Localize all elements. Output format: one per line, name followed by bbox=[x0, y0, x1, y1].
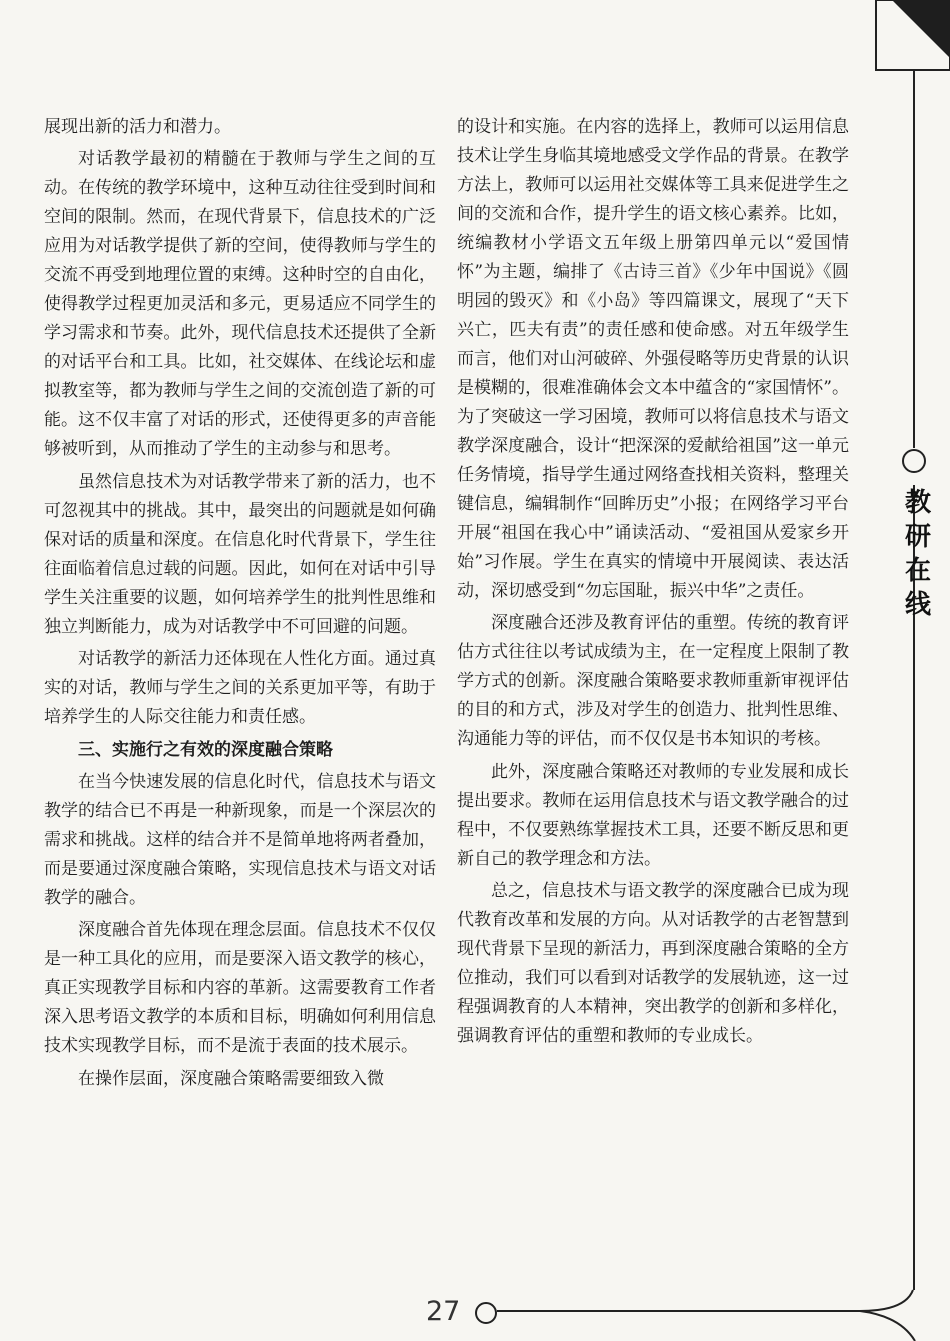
paragraph: 深度融合还涉及教育评估的重塑。传统的教育评估方式往往以考试成绩为主，在一定程度上限制了教学方式的创新。深度融合策略要求教师重新审视评估的目的和方式，涉及对学生的创造力、批判性思维、沟通能力等的评估，而不仅仅是书本知识的考核。 bbox=[457, 613, 849, 750]
paragraph: 在操作层面，深度融合策略需要细致入微 bbox=[78, 1068, 384, 1089]
paragraph: 深度融合首先体现在理念层面。信息技术不仅仅是一种工具化的应用，而是要深入语文教学的核心，真正实现教学目标和内容的革新。这需要教育工作者深入思考语文教学的本质和目标，明确如何利用信息技术实现教学目标，而不是流于表面的技术展示。 bbox=[44, 920, 436, 1057]
side-circle-ornament bbox=[902, 449, 926, 473]
paragraph: 总之，信息技术与语文教学的深度融合已成为现代教育改革和发展的方向。从对话教学的古老智慧到现代背景下呈现的新活力，再到深度融合策略的全方位推动，我们可以看到对话教学的发展轨迹，这一过程强调教育的人本精神，突出教学的创新和多样化，强调教育评估的重塑和教师的专业成长。 bbox=[457, 881, 849, 1047]
side-rule-top bbox=[913, 70, 915, 448]
section-heading: 三、实施行之有效的深度融合策略 bbox=[78, 739, 333, 760]
paragraph: 在当今快速发展的信息化时代，信息技术与语文教学的结合已不再是一种新现象，而是一个深层次的需求和挑战。这样的结合并不是简单地将两者叠加，而是要通过深度融合策略，实现信息技术与语文对话教学的融合。 bbox=[44, 771, 436, 908]
paragraph: 对话教学的新活力还体现在人性化方面。通过真实的对话，教师与学生之间的关系更加平等，有助于培养学生的人际交往能力和责任感。 bbox=[44, 649, 436, 728]
page-number: 27 bbox=[426, 1296, 461, 1327]
paragraph: 虽然信息技术为对话教学带来了新的活力，也不可忽视其中的挑战。其中，最突出的问题就是如何确保对话的质量和深度。在信息化时代背景下，学生往往面临着信息过载的问题。因此，如何在对话中引导学生关注重要的议题，如何培养学生的批判性思维和独立判断能力，成为对话教学中不可回避的问题。 bbox=[44, 471, 436, 637]
corner-decoration bbox=[870, 0, 950, 75]
footer-circle-ornament bbox=[475, 1302, 497, 1324]
left-column bbox=[44, 113, 436, 1094]
section-label: 教研在线 bbox=[904, 488, 931, 620]
paragraph: 展现出新的活力和潜力。 bbox=[44, 117, 231, 137]
right-column bbox=[457, 113, 849, 1051]
paragraph: 的设计和实施。在内容的选择上，教师可以运用信息技术让学生身临其境地感受文学作品的背景。在教学方法上，教师可以运用社交媒体等工具来促进学生之间的交流和合作，提升学生的语文核心素养。比如，统编教材小学语文五年级上册第四单元以“爱国情怀”为主题，编排了《古诗三首》《少年中国说》《圆明园的毁灭》和《小岛》等四篇课文，展现了“天下兴亡，匹夫有责”的责任感和使命感。对五年级学生而言，他们对山河破碎、外强侵略等历史背景的认识是模糊的，很难准确体会文本中蕴含的“家国情怀”。为了突破这一学习困境，教师可以将信息技术与语文教学深度融合，设计“把深深的爱献给祖国”这一单元任务情境，指导学生通过网络查找相关资料，整理关键信息，编辑制作“回眸历史”小报；在网络学习平台开展“祖国在我心中”诵读活动、“爱祖国从爱家乡开始”习作展。学生在真实的情境中开展阅读、表达活动，深切感受到“勿忘国耻，振兴中华”之责任。 bbox=[457, 117, 849, 601]
paragraph: 对话教学最初的精髓在于教师与学生之间的互动。在传统的教学环境中，这种互动往往受到时间和空间的限制。然而，在现代背景下，信息技术的广泛应用为对话教学提供了新的空间，使得教师与学生的交流不再受到地理位置的束缚。这种时空的自由化，使得教学过程更加灵活和多元，更易适应不同学生的学习需求和节奏。此外，现代信息技术还提供了全新的对话平台和工具。比如，社交媒体、在线论坛和虚拟教室等，都为教师与学生之间的交流创造了新的可能。这不仅丰富了对话的形式，还使得更多的声音能够被听到，从而推动了学生的主动参与和思考。 bbox=[44, 149, 436, 460]
paragraph: 此外，深度融合策略还对教师的专业发展和成长提出要求。教师在运用信息技术与语文教学融合的过程中，不仅要熟练掌握技术工具，还要不断反思和更新自己的教学理念和方法。 bbox=[457, 761, 849, 869]
